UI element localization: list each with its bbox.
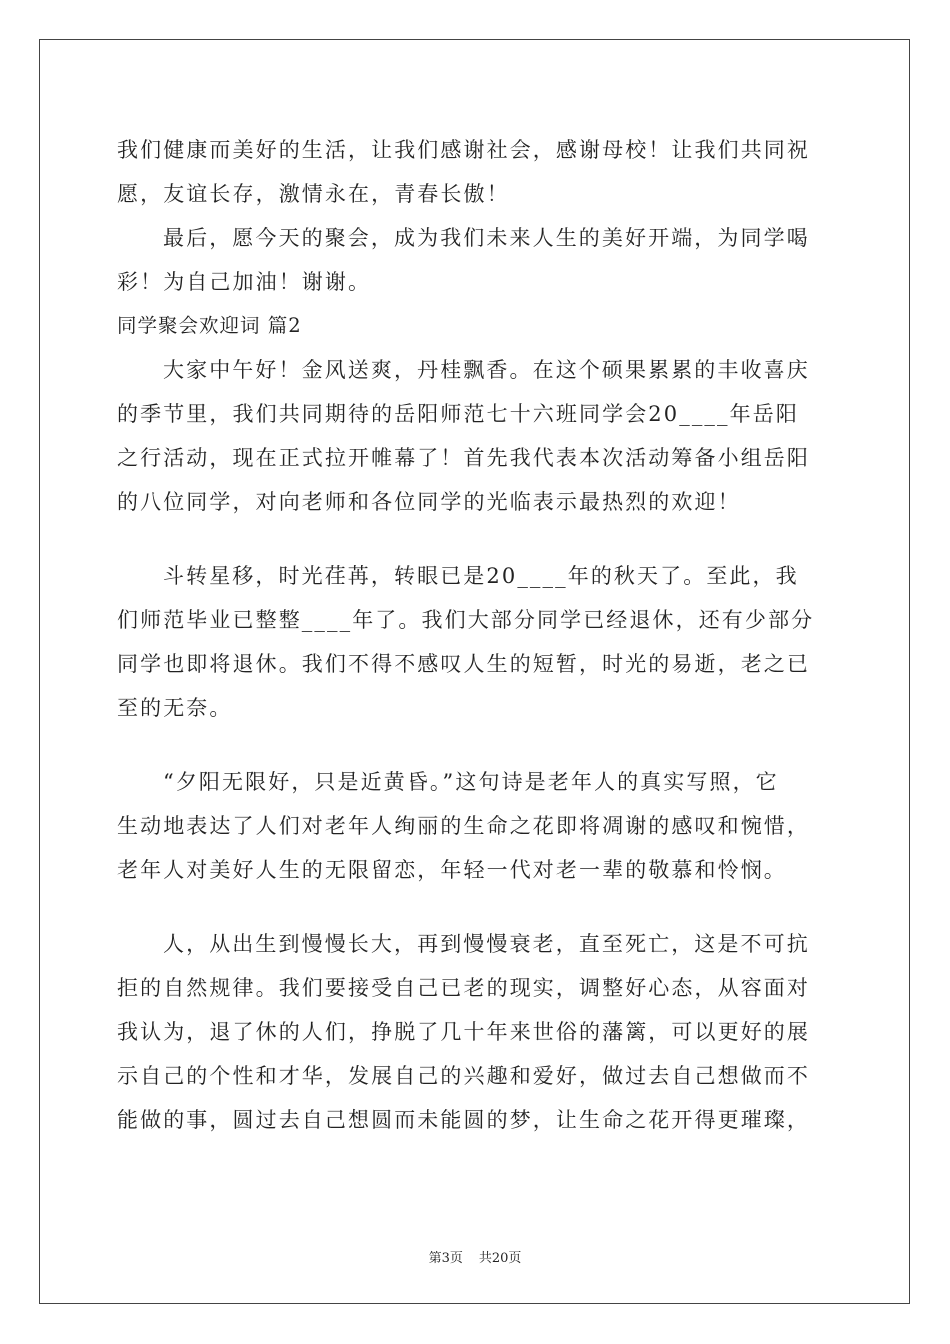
page-footer bbox=[0, 1247, 950, 1266]
text-line: 的八位同学，对向老师和各位同学的光临表示最热烈的欢迎！ bbox=[117, 490, 741, 514]
text-line: 愿，友谊长存，激情永在，青春长傲！ bbox=[117, 182, 510, 206]
text-line: 我们健康而美好的生活，让我们感谢社会，感谢母校！让我们共同祝 bbox=[117, 138, 810, 162]
text-line: 同学也即将退休。我们不得不感叹人生的短暂，时光的易逝，老之已 bbox=[117, 652, 810, 676]
text-line: 之行活动，现在正式拉开帷幕了！首先我代表本次活动筹备小组岳阳 bbox=[117, 446, 810, 470]
text-line: 示自己的个性和才华，发展自己的兴趣和爱好，做过去自己想做而不 bbox=[117, 1064, 810, 1088]
text-line: 老年人对美好人生的无限留恋，年轻一代对老一辈的敬慕和怜悯。 bbox=[117, 858, 787, 882]
text-line: 最后，愿今天的聚会，成为我们未来人生的美好开端，为同学喝 bbox=[163, 226, 810, 250]
text-line: 人，从出生到慢慢长大，再到慢慢衰老，直至死亡，这是不可抗 bbox=[163, 932, 810, 956]
text-line: 至的无奈。 bbox=[117, 696, 233, 720]
document-body bbox=[117, 128, 837, 1142]
text-line: 大家中午好！金风送爽，丹桂飘香。在这个硕果累累的丰收喜庆 bbox=[163, 358, 810, 382]
page-number: 第3页 bbox=[428, 1251, 463, 1266]
text-line: 生动地表达了人们对老年人绚丽的生命之花即将凋谢的感叹和惋惜， bbox=[117, 814, 810, 838]
text-line: 斗转星移，时光荏苒，转眼已是20____年的秋天了。至此，我 bbox=[163, 564, 799, 588]
text-line: “夕阳无限好，只是近黄昏。”这句诗是老年人的真实写照，它 bbox=[163, 770, 779, 794]
text-line: 们师范毕业已整整____年了。我们大部分同学已经退休，还有少部分 bbox=[117, 608, 815, 632]
page-total: 共20页 bbox=[478, 1251, 522, 1266]
text-line: 彩！为自己加油！谢谢。 bbox=[117, 270, 372, 294]
section-heading: 同学聚会欢迎词 篇2 bbox=[117, 314, 302, 337]
text-line: 拒的自然规律。我们要接受自己已老的现实，调整好心态，从容面对 bbox=[117, 976, 810, 1000]
text-line: 我认为，退了休的人们，挣脱了几十年来世俗的藩篱，可以更好的展 bbox=[117, 1020, 810, 1044]
text-line: 能做的事，圆过去自己想圆而未能圆的梦，让生命之花开得更璀璨， bbox=[117, 1108, 810, 1132]
text-line: 的季节里，我们共同期待的岳阳师范七十六班同学会20____年岳阳 bbox=[117, 402, 799, 426]
